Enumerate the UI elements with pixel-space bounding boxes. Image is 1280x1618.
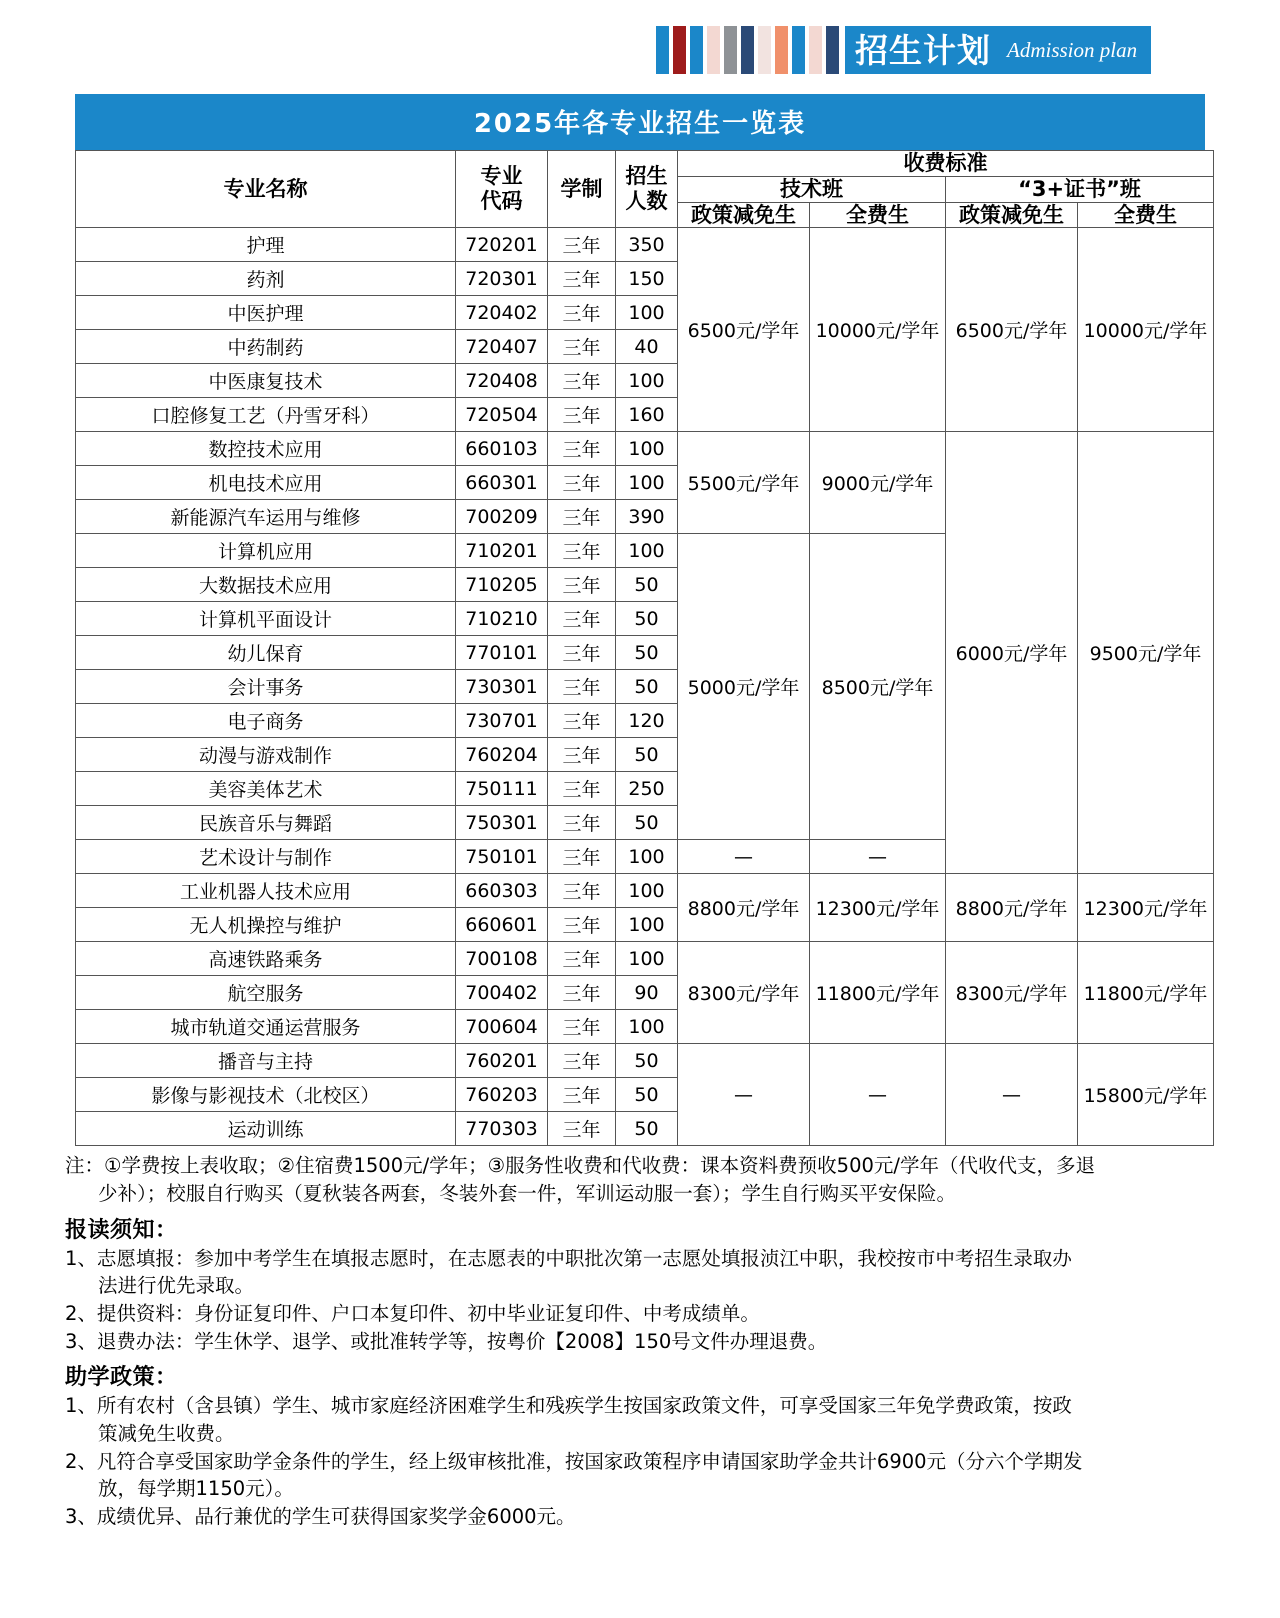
cell-code: 720201: [456, 228, 548, 262]
header-row-1: [76, 151, 1214, 177]
cell-code: 750111: [456, 772, 548, 806]
stripe-4: [724, 26, 737, 74]
stripe-10: [826, 26, 839, 74]
table-row: [76, 1044, 1214, 1078]
cell-code: 770101: [456, 636, 548, 670]
aid-item-index: 3、: [65, 1505, 97, 1529]
cell-code: 720301: [456, 262, 548, 296]
cell-major: 城市轨道交通运营服务: [76, 1010, 456, 1044]
cell-count: 50: [616, 738, 678, 772]
cell-major: 中医护理: [76, 296, 456, 330]
cell-code: 660301: [456, 466, 548, 500]
table-head: [76, 151, 1214, 228]
cell-major: 大数据技术应用: [76, 568, 456, 602]
note-line-2: [65, 1180, 1215, 1208]
cell-fee-tech_policy: 5000元/学年: [678, 534, 810, 840]
cell-years: 三年: [548, 738, 616, 772]
aid-item: [65, 1448, 1215, 1476]
cell-fee-cert_full: 11800元/学年: [1078, 942, 1214, 1044]
cell-major: 计算机平面设计: [76, 602, 456, 636]
cell-years: 三年: [548, 908, 616, 942]
cell-fee-tech_full: 11800元/学年: [810, 942, 946, 1044]
cell-major: 无人机操控与维护: [76, 908, 456, 942]
aid-items: [65, 1392, 1215, 1530]
cell-years: 三年: [548, 602, 616, 636]
cell-major: 中医康复技术: [76, 364, 456, 398]
cell-major: 幼儿保育: [76, 636, 456, 670]
cell-count: 350: [616, 228, 678, 262]
cell-count: 50: [616, 1044, 678, 1078]
cell-fee-tech_policy: —: [678, 1044, 810, 1146]
cell-count: 100: [616, 534, 678, 568]
cell-fee-cert_full: 15800元/学年: [1078, 1044, 1214, 1146]
table-title: 2025年各专业招生一览表: [75, 94, 1205, 150]
cell-years: 三年: [548, 1044, 616, 1078]
cell-code: 760201: [456, 1044, 548, 1078]
cell-years: 三年: [548, 500, 616, 534]
admission-plan-table: [75, 150, 1214, 1146]
stripe-9: [809, 26, 822, 74]
cell-code: 700108: [456, 942, 548, 976]
cell-code: 700209: [456, 500, 548, 534]
cell-count: 160: [616, 398, 678, 432]
cell-count: 50: [616, 636, 678, 670]
aid-item-text: 凡符合享受国家助学金条件的学生，经上级审核批准，按国家政策程序申请国家助学金共计6900元（分六个学期发: [96, 1449, 1083, 1473]
cell-count: 40: [616, 330, 678, 364]
admission-table-wrapper: [75, 94, 1208, 1146]
application-item: [65, 1328, 1215, 1356]
th-major: 专业名称: [76, 151, 456, 228]
cell-years: 三年: [548, 874, 616, 908]
note-text-1: ①学费按上表收取；②住宿费1500元/学年；③服务性收费和代收费：课本资料费预收500元/学年（代收代支，多退: [104, 1154, 1095, 1178]
cell-count: 50: [616, 670, 678, 704]
table-row: [76, 874, 1214, 908]
note-label: 注：: [65, 1154, 105, 1178]
cell-fee-cert_policy: 6000元/学年: [946, 432, 1078, 874]
cell-count: 390: [616, 500, 678, 534]
cell-count: 100: [616, 364, 678, 398]
application-item-index: 3、: [65, 1329, 97, 1353]
stripe-3: [707, 26, 720, 74]
cell-fee-tech_policy: 6500元/学年: [678, 228, 810, 432]
application-item: [65, 1300, 1215, 1328]
cell-major: 运动训练: [76, 1112, 456, 1146]
th-cert-class: “3+证书”班: [946, 176, 1214, 202]
cell-major: 影像与影视技术（北校区）: [76, 1078, 456, 1112]
cell-count: 120: [616, 704, 678, 738]
cell-years: 三年: [548, 228, 616, 262]
stripe-6: [758, 26, 771, 74]
aid-item-text-line2: 放，每学期1150元）。: [98, 1477, 294, 1501]
stripe-8: [792, 26, 805, 74]
aid-item: [65, 1392, 1215, 1420]
cell-years: 三年: [548, 670, 616, 704]
cell-years: 三年: [548, 840, 616, 874]
cell-major: 药剂: [76, 262, 456, 296]
th-count-line1: 招生: [625, 164, 668, 189]
aid-item-index: 1、: [65, 1394, 97, 1418]
cell-fee-tech_full: 9000元/学年: [810, 432, 946, 534]
cell-code: 720408: [456, 364, 548, 398]
cell-code: 710210: [456, 602, 548, 636]
cell-count: 150: [616, 262, 678, 296]
note-line-1: [65, 1152, 1215, 1180]
cell-code: 760204: [456, 738, 548, 772]
cell-fee-cert_policy: 8800元/学年: [946, 874, 1078, 942]
cell-fee-cert_policy: 8300元/学年: [946, 942, 1078, 1044]
aid-item-continuation: [65, 1475, 1215, 1503]
cell-code: 710201: [456, 534, 548, 568]
banner-title-cn: 招生计划: [855, 30, 991, 70]
cell-count: 100: [616, 466, 678, 500]
notes-section: [65, 1152, 1215, 1531]
cell-code: 750301: [456, 806, 548, 840]
cell-years: 三年: [548, 568, 616, 602]
cell-major: 工业机器人技术应用: [76, 874, 456, 908]
cell-count: 100: [616, 840, 678, 874]
cell-code: 700604: [456, 1010, 548, 1044]
cell-count: 100: [616, 1010, 678, 1044]
cell-years: 三年: [548, 466, 616, 500]
cell-count: 100: [616, 874, 678, 908]
cell-years: 三年: [548, 806, 616, 840]
cell-code: 760203: [456, 1078, 548, 1112]
th-fee-group: 收费标准: [678, 151, 1214, 177]
cell-fee-tech_full: 10000元/学年: [810, 228, 946, 432]
cell-major: 口腔修复工艺（丹雪牙科）: [76, 398, 456, 432]
cell-major: 高速铁路乘务: [76, 942, 456, 976]
aid-item-index: 2、: [65, 1449, 97, 1473]
cell-code: 720504: [456, 398, 548, 432]
cell-major: 民族音乐与舞蹈: [76, 806, 456, 840]
application-heading: 报读须知：: [65, 1217, 178, 1243]
cell-code: 700402: [456, 976, 548, 1010]
application-item-text-line2: 法进行优先录取。: [98, 1274, 255, 1298]
note-text-2: 少补）；校服自行购买（夏秋装各两套，冬装外套一件，军训运动服一套）；学生自行购买平安保险。: [98, 1181, 957, 1205]
cell-fee-cert_full: 12300元/学年: [1078, 874, 1214, 942]
aid-item-continuation: [65, 1420, 1215, 1448]
cell-years: 三年: [548, 330, 616, 364]
cell-count: 50: [616, 602, 678, 636]
cell-code: 770303: [456, 1112, 548, 1146]
cell-major: 会计事务: [76, 670, 456, 704]
cell-major: 美容美体艺术: [76, 772, 456, 806]
th-cert-policy: 政策减免生: [946, 202, 1078, 228]
cell-years: 三年: [548, 398, 616, 432]
cell-count: 100: [616, 942, 678, 976]
cell-code: 660103: [456, 432, 548, 466]
application-item: [65, 1245, 1215, 1273]
table-row: [76, 942, 1214, 976]
th-cert-full: 全费生: [1078, 202, 1214, 228]
table-row: [76, 228, 1214, 262]
cell-fee-tech_full: 8500元/学年: [810, 534, 946, 840]
cell-count: 100: [616, 908, 678, 942]
stripe-7: [775, 26, 788, 74]
cell-years: 三年: [548, 1112, 616, 1146]
application-item-text: 提供资料：身份证复印件、户口本复印件、初中毕业证复印件、中考成绩单。: [96, 1302, 760, 1326]
cell-count: 50: [616, 1112, 678, 1146]
cell-fee-cert_policy: 6500元/学年: [946, 228, 1078, 432]
table-row: [76, 432, 1214, 466]
cell-count: 50: [616, 806, 678, 840]
table-body: [76, 228, 1214, 1146]
cell-major: 中药制药: [76, 330, 456, 364]
cell-years: 三年: [548, 636, 616, 670]
cell-fee-tech_full: —: [810, 840, 946, 874]
cell-major: 计算机应用: [76, 534, 456, 568]
banner-title-en: Admission plan: [1007, 37, 1138, 62]
cell-years: 三年: [548, 772, 616, 806]
cell-years: 三年: [548, 296, 616, 330]
cell-years: 三年: [548, 942, 616, 976]
stripe-2: [690, 26, 703, 74]
banner-title-block: [845, 26, 1151, 74]
cell-years: 三年: [548, 1078, 616, 1112]
cell-code: 720407: [456, 330, 548, 364]
cell-major: 艺术设计与制作: [76, 840, 456, 874]
cell-major: 机电技术应用: [76, 466, 456, 500]
cell-major: 新能源汽车运用与维修: [76, 500, 456, 534]
cell-count: 50: [616, 568, 678, 602]
cell-fee-tech_policy: 8300元/学年: [678, 942, 810, 1044]
cell-code: 660601: [456, 908, 548, 942]
th-code-line1: 专业: [480, 164, 523, 189]
cell-years: 三年: [548, 534, 616, 568]
cell-years: 三年: [548, 976, 616, 1010]
stripe-5: [741, 26, 754, 74]
th-years: 学制: [548, 151, 616, 228]
cell-code: 730701: [456, 704, 548, 738]
cell-fee-cert_full: 9500元/学年: [1078, 432, 1214, 874]
application-item-continuation: [65, 1272, 1215, 1300]
th-count: [616, 151, 678, 228]
th-tech-class: 技术班: [678, 176, 946, 202]
cell-code: 710205: [456, 568, 548, 602]
cell-fee-tech_policy: —: [678, 840, 810, 874]
cell-major: 数控技术应用: [76, 432, 456, 466]
aid-item-text: 成绩优异、品行兼优的学生可获得国家奖学金6000元。: [96, 1505, 576, 1529]
aid-item: [65, 1503, 1215, 1531]
application-items: [65, 1245, 1215, 1356]
stripe-1: [673, 26, 686, 74]
cell-major: 航空服务: [76, 976, 456, 1010]
cell-years: 三年: [548, 1010, 616, 1044]
cell-count: 250: [616, 772, 678, 806]
cell-years: 三年: [548, 704, 616, 738]
cell-count: 50: [616, 1078, 678, 1112]
th-code: [456, 151, 548, 228]
th-code-line2: 代码: [480, 189, 523, 214]
th-tech-full: 全费生: [810, 202, 946, 228]
cell-code: 730301: [456, 670, 548, 704]
application-item-text: 志愿填报：参加中考学生在填报志愿时，在志愿表的中职批次第一志愿处填报浈江中职，我校按市中考招生录取办: [96, 1246, 1072, 1270]
aid-item-text-line2: 策减免生收费。: [98, 1422, 235, 1446]
cell-major: 播音与主持: [76, 1044, 456, 1078]
application-item-text: 退费办法：学生休学、退学、或批准转学等，按粤价【2008】150号文件办理退费。: [96, 1329, 828, 1353]
cell-years: 三年: [548, 364, 616, 398]
cell-major: 电子商务: [76, 704, 456, 738]
cell-code: 750101: [456, 840, 548, 874]
application-item-index: 2、: [65, 1302, 97, 1326]
th-count-line2: 人数: [625, 189, 668, 214]
cell-years: 三年: [548, 432, 616, 466]
cell-major: 动漫与游戏制作: [76, 738, 456, 772]
application-item-index: 1、: [65, 1246, 97, 1270]
cell-fee-tech_full: —: [810, 1044, 946, 1146]
cell-fee-tech_policy: 8800元/学年: [678, 874, 810, 942]
cell-fee-cert_full: 10000元/学年: [1078, 228, 1214, 432]
cell-count: 100: [616, 432, 678, 466]
stripe-0: [656, 26, 669, 74]
th-tech-policy: 政策减免生: [678, 202, 810, 228]
cell-major: 护理: [76, 228, 456, 262]
cell-code: 660303: [456, 874, 548, 908]
decorative-stripes: [656, 26, 845, 74]
aid-item-text: 所有农村（含县镇）学生、城市家庭经济困难学生和残疾学生按国家政策文件，可享受国家三年免学费政策，按政: [96, 1394, 1072, 1418]
cell-count: 100: [616, 296, 678, 330]
aid-heading: 助学政策：: [65, 1365, 178, 1391]
cell-fee-tech_policy: 5500元/学年: [678, 432, 810, 534]
cell-fee-cert_policy: —: [946, 1044, 1078, 1146]
cell-years: 三年: [548, 262, 616, 296]
banner-inner: [656, 26, 1151, 74]
cell-fee-tech_full: 12300元/学年: [810, 874, 946, 942]
cell-code: 720402: [456, 296, 548, 330]
cell-count: 90: [616, 976, 678, 1010]
page-banner: [0, 18, 1280, 88]
